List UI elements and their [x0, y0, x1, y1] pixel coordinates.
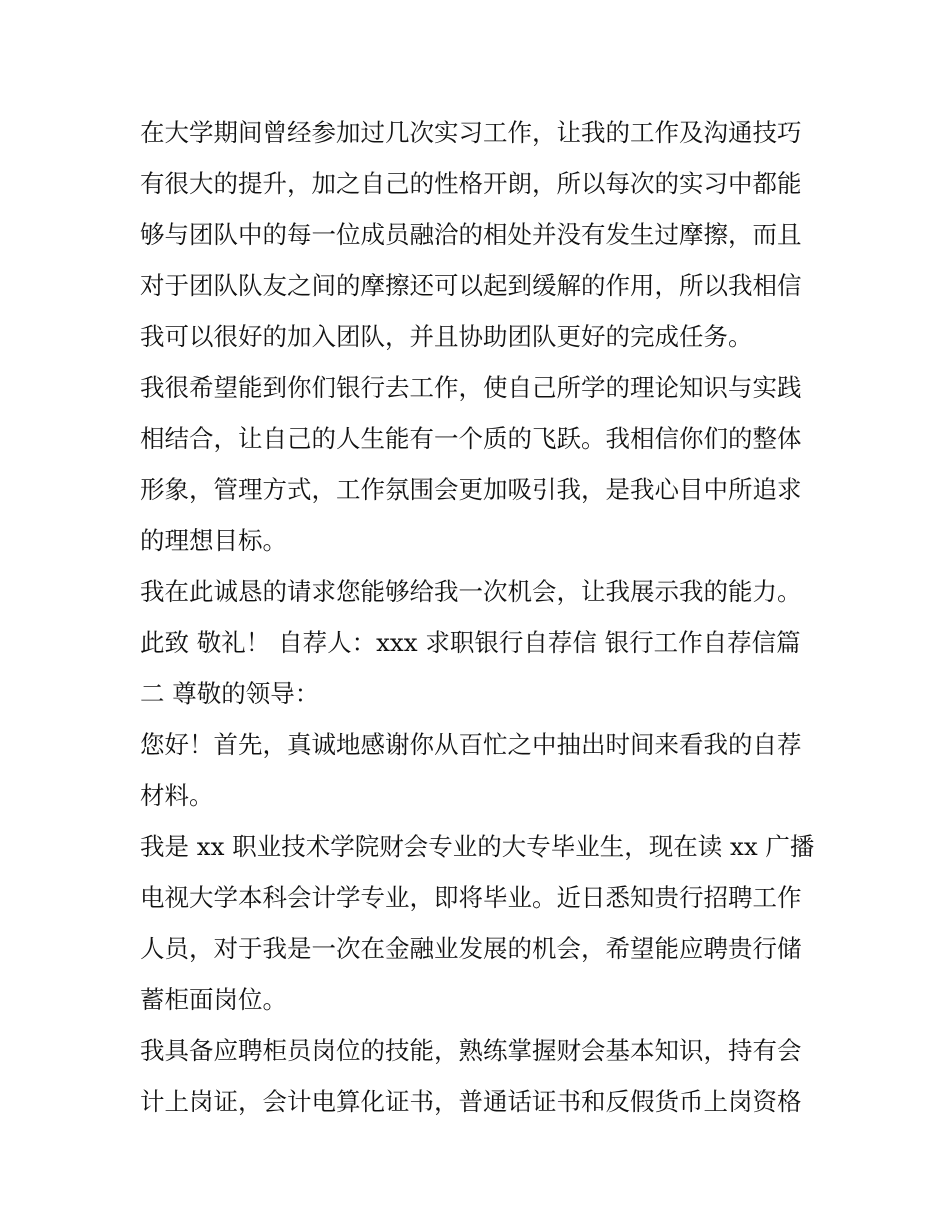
text-line: 人员，对于我是一次在金融业发展的机会，希望能应聘贵行储: [140, 934, 802, 963]
text-line: 材料。: [140, 781, 214, 810]
text-line: 蓄柜面岗位。: [140, 985, 287, 1014]
text-line: 我是 xx 职业技术学院财会专业的大专毕业生，现在读 xx 广播: [140, 832, 815, 861]
text-line: 够与团队中的每一位成员融洽的相处并没有发生过摩擦，而且: [140, 220, 802, 249]
text-line: 形象，管理方式，工作氛围会更加吸引我，是我心目中所追求: [140, 475, 802, 504]
text-line: 电视大学本科会计学专业，即将毕业。近日悉知贵行招聘工作: [140, 883, 802, 912]
text-line: 对于团队队友之间的摩擦还可以起到缓解的作用，所以我相信: [140, 271, 802, 300]
text-line: 我可以很好的加入团队，并且协助团队更好的完成任务。: [140, 322, 753, 351]
text-line: 的理想目标。: [140, 526, 287, 555]
text-line: 计上岗证，会计电算化证书，普通话证书和反假货币上岗资格: [140, 1087, 802, 1116]
text-line: 我在此诚恳的请求您能够给我一次机会，让我展示我的能力。: [140, 577, 802, 606]
text-line: 我很希望能到你们银行去工作，使自己所学的理论知识与实践: [140, 373, 802, 402]
text-line: 您好！首先，真诚地感谢你从百忙之中抽出时间来看我的自荐: [140, 730, 802, 759]
text-line: 有很大的提升，加之自己的性格开朗，所以每次的实习中都能: [140, 169, 802, 198]
text-line: 在大学期间曾经参加过几次实习工作，让我的工作及沟通技巧: [140, 118, 802, 147]
text-line: 此致 敬礼！ 自荐人：xxx 求职银行自荐信 银行工作自荐信篇: [140, 628, 801, 657]
letter-body: [140, 107, 820, 1127]
text-line: 我具备应聘柜员岗位的技能，熟练掌握财会基本知识，持有会: [140, 1036, 802, 1065]
text-line: 相结合，让自己的人生能有一个质的飞跃。我相信你们的整体: [140, 424, 802, 453]
text-line: 二 尊敬的领导：: [140, 679, 320, 708]
